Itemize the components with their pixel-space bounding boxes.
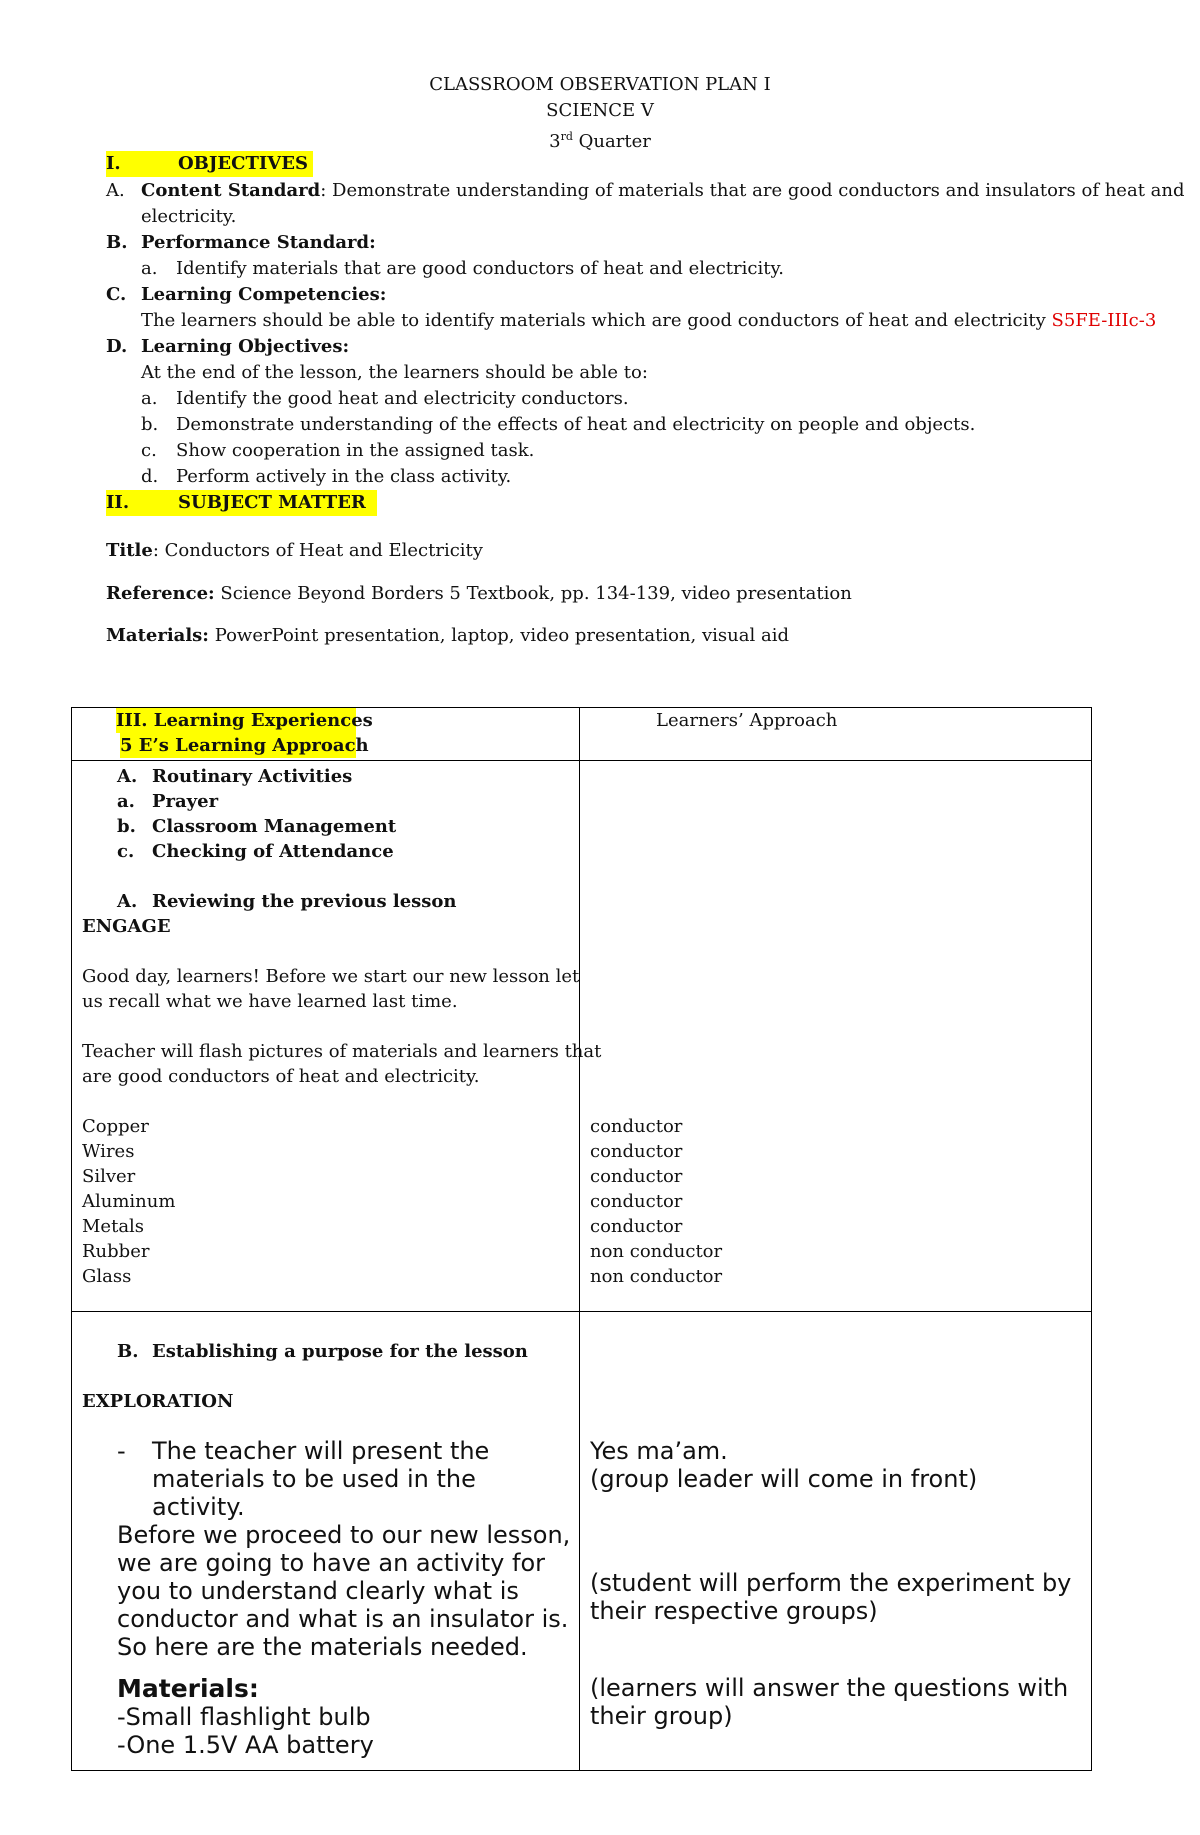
material-answer: non conductor bbox=[590, 1241, 723, 1262]
learner-response: Yes ma’am. bbox=[590, 1437, 728, 1465]
content-standard: A. Content Standard: Demonstrate understanding of materials that are good conductors and insulators of heat and bbox=[106, 180, 1185, 201]
material-answer: non conductor bbox=[590, 1266, 723, 1287]
learner-response: (group leader will come in front) bbox=[590, 1465, 978, 1493]
learner-response: (learners will answer the questions with bbox=[590, 1674, 1069, 1702]
content-standard-cont: electricity. bbox=[141, 206, 237, 227]
material-answer: conductor bbox=[590, 1116, 683, 1137]
explore-right-cell bbox=[580, 1312, 1092, 1771]
five-e-heading: 5 E’s Learning Approach bbox=[120, 735, 369, 756]
learning-objectives: D. Learning Objectives: bbox=[106, 336, 350, 357]
routinary-activities: A. Routinary Activities bbox=[117, 766, 353, 787]
objective-item: d. Perform actively in the class activity. bbox=[141, 466, 512, 487]
engage-label: ENGAGE bbox=[82, 916, 171, 937]
present-line: activity. bbox=[152, 1493, 245, 1521]
performance-standard: B. Performance Standard: bbox=[106, 232, 376, 253]
learner-response: their group) bbox=[590, 1702, 733, 1730]
learning-experiences-heading: III. Learning Experiences bbox=[116, 710, 373, 731]
activity-paragraph: we are going to have an activity for bbox=[117, 1549, 546, 1577]
material-answer: conductor bbox=[590, 1191, 683, 1212]
material-answer: conductor bbox=[590, 1216, 683, 1237]
objectives-intro: At the end of the lesson, the learners should be able to: bbox=[141, 362, 648, 383]
flash-instruction: are good conductors of heat and electricity. bbox=[82, 1066, 480, 1087]
engage-right-cell bbox=[580, 761, 1092, 1312]
bullet-dash: - bbox=[117, 1437, 126, 1465]
activity-paragraph: you to understand clearly what is bbox=[117, 1577, 519, 1605]
material-answer: conductor bbox=[590, 1166, 683, 1187]
objective-item: b. Demonstrate understanding of the effects of heat and electricity on people and objects. bbox=[141, 414, 976, 435]
routine-item: c. Checking of Attendance bbox=[117, 841, 394, 862]
material-answer: conductor bbox=[590, 1141, 683, 1162]
learner-response: their respective groups) bbox=[590, 1597, 878, 1625]
header-right-cell bbox=[580, 708, 1092, 761]
table-header-row bbox=[72, 708, 1092, 761]
establishing-purpose: B. Establishing a purpose for the lesson bbox=[117, 1341, 528, 1362]
engage-left-cell bbox=[72, 761, 602, 1312]
materials-heading: Materials: bbox=[117, 1674, 259, 1703]
present-line: The teacher will present the bbox=[152, 1437, 490, 1465]
routine-item: b. Classroom Management bbox=[117, 816, 397, 837]
learners-approach-heading: Learners’ Approach bbox=[656, 710, 838, 731]
material-item: Glass bbox=[82, 1266, 132, 1287]
routine-item: a. Prayer bbox=[117, 791, 219, 812]
learner-response: (student will perform the experiment by bbox=[590, 1569, 1072, 1597]
explore-row bbox=[72, 1312, 1092, 1771]
competency-code: S5FE-IIIc-3 bbox=[1051, 310, 1157, 331]
material-item: Metals bbox=[82, 1216, 145, 1237]
objectives-heading: I. OBJECTIVES bbox=[106, 151, 313, 177]
header-left-cell bbox=[72, 708, 580, 761]
material-needed: -One 1.5V AA battery bbox=[117, 1731, 374, 1759]
greeting-line: us recall what we have learned last time. bbox=[82, 991, 458, 1012]
activity-paragraph: Before we proceed to our new lesson, bbox=[117, 1521, 571, 1549]
subject-matter-heading: II. SUBJECT MATTER bbox=[106, 490, 377, 516]
material-needed: -Small flashlight bulb bbox=[117, 1703, 371, 1731]
materials: Materials: PowerPoint presentation, laptop, video presentation, visual aid bbox=[106, 625, 789, 646]
flash-instruction: Teacher will flash pictures of materials and learners that bbox=[82, 1041, 602, 1062]
material-item: Wires bbox=[82, 1141, 135, 1162]
exploration-label: EXPLORATION bbox=[82, 1391, 234, 1412]
subject-title: SCIENCE V bbox=[546, 100, 654, 121]
objective-item: a. Identify the good heat and electricity conductors. bbox=[141, 388, 629, 409]
engage-row bbox=[72, 761, 1092, 1312]
quarter-superscript: rd bbox=[560, 130, 573, 143]
material-item: Aluminum bbox=[82, 1191, 176, 1212]
present-line: materials to be used in the bbox=[152, 1465, 476, 1493]
lesson-table bbox=[71, 707, 1092, 1771]
reference: Reference: Science Beyond Borders 5 Textbook, pp. 134-139, video presentation bbox=[106, 583, 852, 604]
material-item: Silver bbox=[82, 1166, 136, 1187]
document-title: CLASSROOM OBSERVATION PLAN I bbox=[429, 74, 771, 95]
quarter-number: 3 bbox=[549, 131, 561, 152]
material-item: Rubber bbox=[82, 1241, 150, 1262]
learning-competencies: C. Learning Competencies: bbox=[106, 284, 387, 305]
competency-text: The learners should be able to identify materials which are good conductors of heat and electricity S5FE-IIIc-3 bbox=[141, 310, 1157, 331]
greeting-line: Good day, learners! Before we start our new lesson let bbox=[82, 966, 580, 987]
explore-left-cell bbox=[72, 1312, 580, 1771]
performance-item: a. Identify materials that are good conductors of heat and electricity. bbox=[141, 258, 784, 279]
activity-paragraph: So here are the materials needed. bbox=[117, 1633, 528, 1661]
material-item: Copper bbox=[82, 1116, 149, 1137]
lesson-title: Title: Conductors of Heat and Electricity bbox=[106, 540, 483, 561]
quarter-word: Quarter bbox=[578, 131, 651, 152]
objective-item: c. Show cooperation in the assigned task. bbox=[141, 440, 535, 461]
activity-paragraph: conductor and what is an insulator is. bbox=[117, 1605, 569, 1633]
reviewing-previous-lesson: A. Reviewing the previous lesson bbox=[117, 891, 457, 912]
